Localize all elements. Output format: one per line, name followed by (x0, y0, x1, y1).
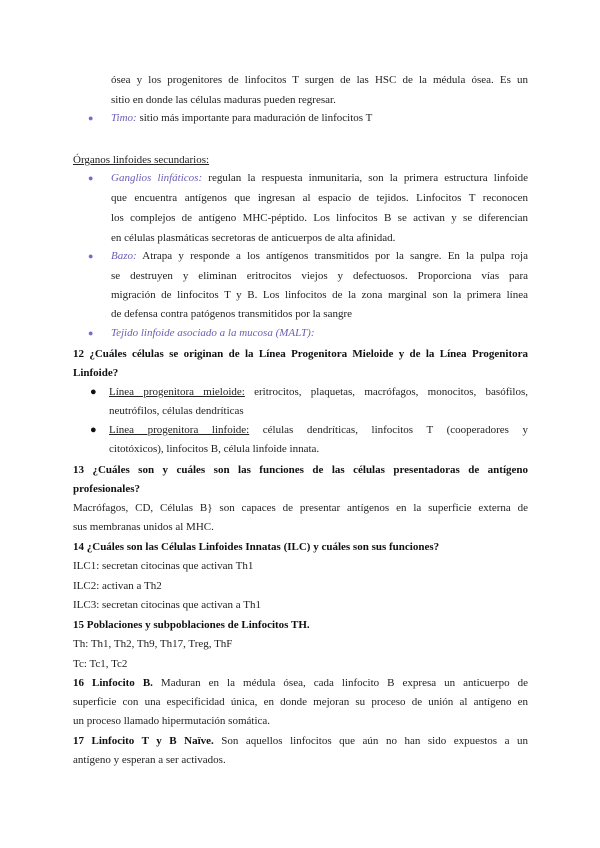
term-mieloide: Línea progenitora mieloide: (109, 386, 245, 398)
list-item-linfoide (109, 420, 528, 440)
text-line: un proceso llamado hipermutación somática. (73, 715, 271, 727)
text-line: superficie con una especificidad única, en donde mejoran su proceso de unión al antígeno en (73, 696, 528, 708)
answer-ilc3: ILC3: secretan citocinas que activan a Th1 (73, 599, 261, 611)
text-line: los complejos de antígeno MHC-péptido. Los linfocitos B se activan y se diferencian (111, 212, 528, 224)
text-line: que encuentra antígenos que ingresan al espacio de tejidos. Linfocitos T reconocen (111, 192, 528, 204)
answer-text: Son aquellos linfocitos que aún no han sido expuestos a un (213, 735, 529, 747)
question-12-cont: Linfoide? (73, 367, 119, 379)
term-naive: 17 Linfocito T y B Naïve. (73, 735, 214, 747)
text-line: de defensa contra patógenos transmitidos por la sangre (111, 308, 353, 320)
answer-ilc2: ILC2: activan a Th2 (73, 580, 162, 592)
term-linfoide: Línea progenitora linfoide: (109, 424, 250, 436)
list-item-ganglios (111, 168, 528, 188)
list-item-bazo (111, 246, 528, 266)
list-item-text: células dendríticas, linfocitos T (cooperadores y (249, 424, 528, 436)
bullet-icon: ● (90, 386, 97, 398)
bullet-icon: ● (88, 173, 94, 183)
answer-tc: Tc: Tc1, Tc2 (73, 658, 128, 670)
term-timo: Timo: (111, 112, 137, 124)
question-13-cont: profesionales? (73, 483, 141, 495)
question-14: 14 ¿Cuáles son las Células Linfoides Innatas (ILC) y cuáles son sus funciones? (73, 541, 440, 553)
text-line: se destruyen y eliminan eritrocitos viejos y defectuosos. Proporciona vías para (111, 270, 528, 282)
list-item-text: regulan la respuesta inmunitaria, son la primera estructura linfoide (202, 172, 528, 184)
question-17 (73, 731, 528, 751)
list-item-malt (111, 323, 528, 343)
list-item-timo (111, 108, 528, 128)
answer-th: Th: Th1, Th2, Th9, Th17, Treg, ThF (73, 638, 233, 650)
text-line: citotóxicos), linfocitos B, célula linfoide innata. (109, 443, 320, 455)
text-line: antígeno y esperan a ser activados. (73, 754, 226, 766)
text-line: sitio en donde las células maduras pueden regresar. (111, 94, 336, 106)
list-item-mieloide (109, 382, 528, 402)
bullet-icon: ● (90, 424, 97, 436)
question-15: 15 Poblaciones y subpoblaciones de Linfocitos TH. (73, 619, 310, 631)
text-line: migración de linfocitos T y B. Los linfocitos de la zona marginal son la primera línea (111, 289, 528, 301)
question-13: 13 ¿Cuáles son y cuáles son las funciones de las células presentadoras de antígeno (73, 464, 528, 476)
term-linfocito-b: 16 Linfocito B. (73, 677, 153, 689)
answer-13: Macrófagos, CD, Células B} son capaces de presentar antígenos en la superficie externa de (73, 502, 528, 514)
bullet-icon: ● (88, 113, 94, 123)
question-16 (73, 673, 528, 693)
list-item-text: sitio más importante para maduración de linfocitos T (136, 112, 373, 124)
term-ganglios: Ganglios linfáticos: (111, 172, 203, 184)
list-item-text: eritrocitos, plaquetas, macrófagos, monocitos, basófilos, (244, 386, 529, 398)
text-line: neutrófilos, células dendríticas (109, 405, 244, 417)
term-malt: Tejido linfoide asociado a la mucosa (MALT): (111, 327, 315, 339)
text-line: ósea y los progenitores de linfocitos T surgen de las HSC de la médula ósea. Es un (111, 74, 528, 86)
bullet-icon: ● (88, 328, 94, 338)
question-12: 12 ¿Cuáles células se originan de la Línea Progenitora Mieloide y de la Línea Progenitora (73, 348, 528, 360)
text-line: sus membranas unidos al MHC. (73, 521, 214, 533)
answer-text: Maduran en la médula ósea, cada linfocito B expresa un anticuerpo de (152, 677, 528, 689)
text-line: en células plasmáticas secretoras de anticuerpos de alta afinidad. (111, 232, 396, 244)
term-bazo: Bazo: (111, 250, 137, 262)
bullet-icon: ● (88, 251, 94, 261)
answer-ilc1: ILC1: secretan citocinas que activan Th1 (73, 560, 254, 572)
section-heading: Órganos linfoides secundarios: (73, 154, 210, 166)
list-item-text: Atrapa y responde a los antígenos transmitidos por la sangre. En la pulpa roja (136, 250, 528, 262)
